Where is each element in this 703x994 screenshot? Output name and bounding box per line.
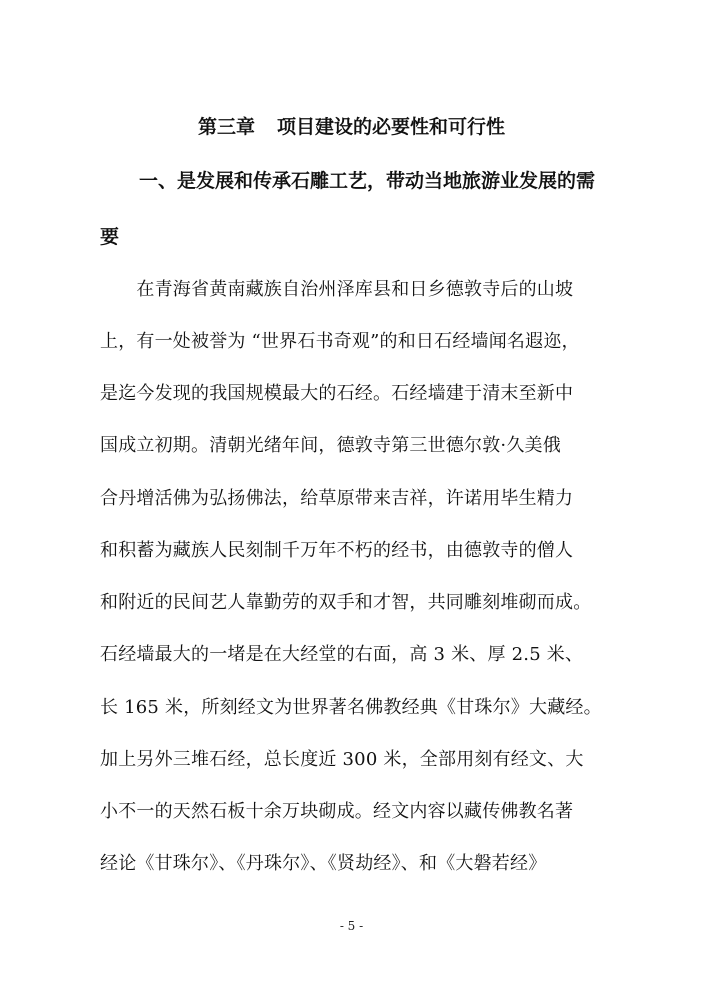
chapter-title: [0, 113, 703, 141]
body-text-line: 经论《甘珠尔》、《丹珠尔》、《贤劫经》、和《大磐若经》: [100, 853, 547, 874]
chapter-name: 项目建设的必要性和可行性: [277, 116, 506, 138]
body-text-line: 长 165 米，所刻经文为世界著名佛教经典《甘珠尔》大藏经。: [100, 697, 602, 718]
body-text-line: 加上另外三堆石经，总长度近 300 米，全部用刻有经文、大: [100, 749, 584, 770]
body-text-line: 和附近的民间艺人靠勤劳的双手和才智，共同雕刻堆砌而成。: [100, 592, 592, 613]
body-text-line: 合丹增活佛为弘扬佛法，给草原带来吉祥，许诺用毕生精力: [100, 488, 574, 509]
body-text-line: 是迄今发现的我国规模最大的石经。石经墙建于清末至新中: [100, 383, 574, 404]
body-text-line: 石经墙最大的一堵是在大经堂的右面，高 3 米、厚 2.5 米、: [100, 644, 584, 665]
body-text-line: 小不一的天然石板十余万块砌成。经文内容以藏传佛教名著: [100, 801, 574, 822]
page-number: - 5 -: [339, 919, 364, 933]
section-heading-line-1: 一、是发展和传承石雕工艺，带动当地旅游业发展的需: [139, 170, 596, 192]
body-text-line: 上，有一处被誉为 “世界石书奇观”的和日石经墙闻名遐迩，: [100, 331, 580, 352]
body-text-line: 和积蓄为藏族人民刻制千万年不朽的经书，由德敦寺的僧人: [100, 540, 574, 561]
chapter-number: 第三章: [197, 116, 255, 138]
body-text-line: 在青海省黄南藏族自治州泽库县和日乡德敦寺后的山坡: [100, 279, 574, 300]
body-text-line: 国成立初期。清朝光绪年间，德敦寺第三世德尔敦·久美俄: [100, 435, 561, 456]
section-heading-line-2: 要: [100, 226, 120, 248]
